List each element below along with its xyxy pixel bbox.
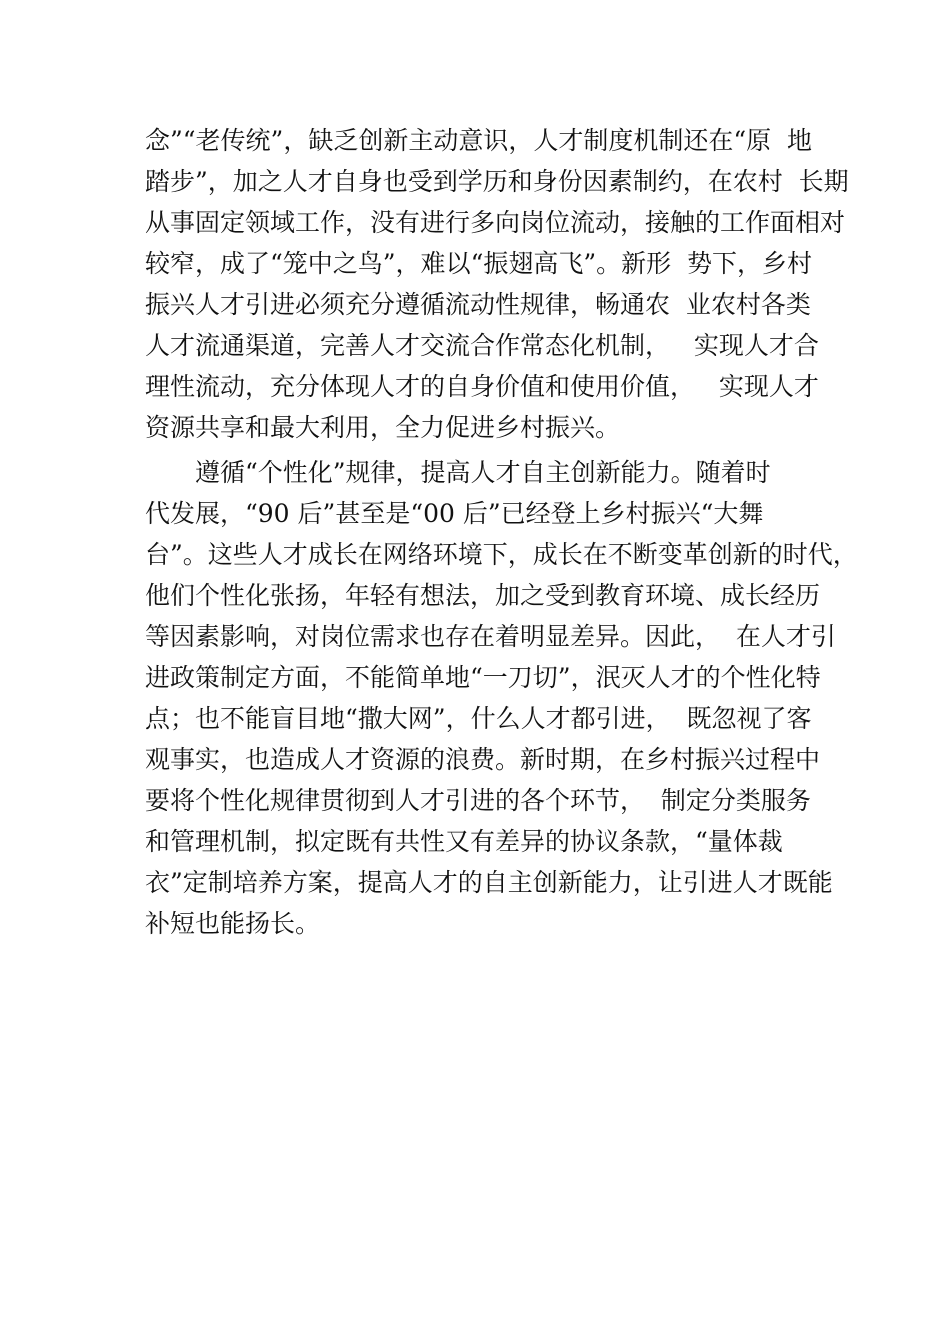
- paragraph-line: 资源共享和最大利用，全力促进乡村振兴。: [145, 413, 621, 442]
- paragraph-line: 观事实，也造成人才资源的浪费。新时期，在乡村振兴过程中: [145, 745, 821, 774]
- paragraph-line: 振兴人才引进必须充分遵循流动性规律，畅通农 业农村各类: [145, 290, 811, 319]
- paragraph-line: 点；也不能盲目地“撒大网”，什么人才都引进， 既忽视了客: [145, 704, 812, 733]
- paragraph-line: 等因素影响，对岗位需求也存在着明显差异。因此， 在人才引: [145, 622, 836, 651]
- paragraph-line: 补短也能扬长。: [145, 909, 321, 938]
- paragraph-line: 从事固定领域工作，没有进行多向岗位流动，接触的工作面相对: [145, 208, 846, 237]
- paragraph-line: 遵循“个性化”规律，提高人才自主创新能力。随着时: [195, 458, 771, 487]
- paragraph-2: [145, 452, 858, 944]
- paragraph-line: 理性流动，充分体现人才的自身价值和使用价值， 实现人才: [145, 372, 819, 401]
- paragraph-line: 要将个性化规律贯彻到人才引进的各个环节， 制定分类服务: [145, 786, 811, 815]
- paragraph-line: 代发展，“90 后”甚至是“00 后”已经登上乡村振兴“大舞: [145, 499, 764, 528]
- paragraph-line: 较窄，成了“笼中之鸟”，难以“振翅高飞”。新形 势下，乡村: [145, 249, 813, 278]
- paragraph-line: 他们个性化张扬，年轻有想法，加之受到教育环境、成长经历: [145, 581, 821, 610]
- paragraph-line: 进政策制定方面，不能简单地“一刀切”，泯灭人才的个性化特: [145, 663, 821, 692]
- paragraph-line: 踏步”，加之人才自身也受到学历和身份因素制约，在农村 长期: [145, 167, 849, 196]
- document-body: [145, 120, 858, 944]
- paragraph-line: 台”。这些人才成长在网络环境下，成长在不断变革创新的时代，: [145, 540, 858, 569]
- paragraph-line: 念”“老传统”，缺乏创新主动意识，人才制度机制还在“原 地: [145, 126, 813, 155]
- paragraph-line: 和管理机制，拟定既有共性又有差异的协议条款，“量体裁: [145, 827, 783, 856]
- paragraph-1: [145, 120, 849, 448]
- paragraph-line: 衣”定制培养方案，提高人才的自主创新能力，让引进人才既能: [145, 868, 833, 897]
- paragraph-line: 人才流通渠道，完善人才交流合作常态化机制， 实现人才合: [145, 331, 819, 360]
